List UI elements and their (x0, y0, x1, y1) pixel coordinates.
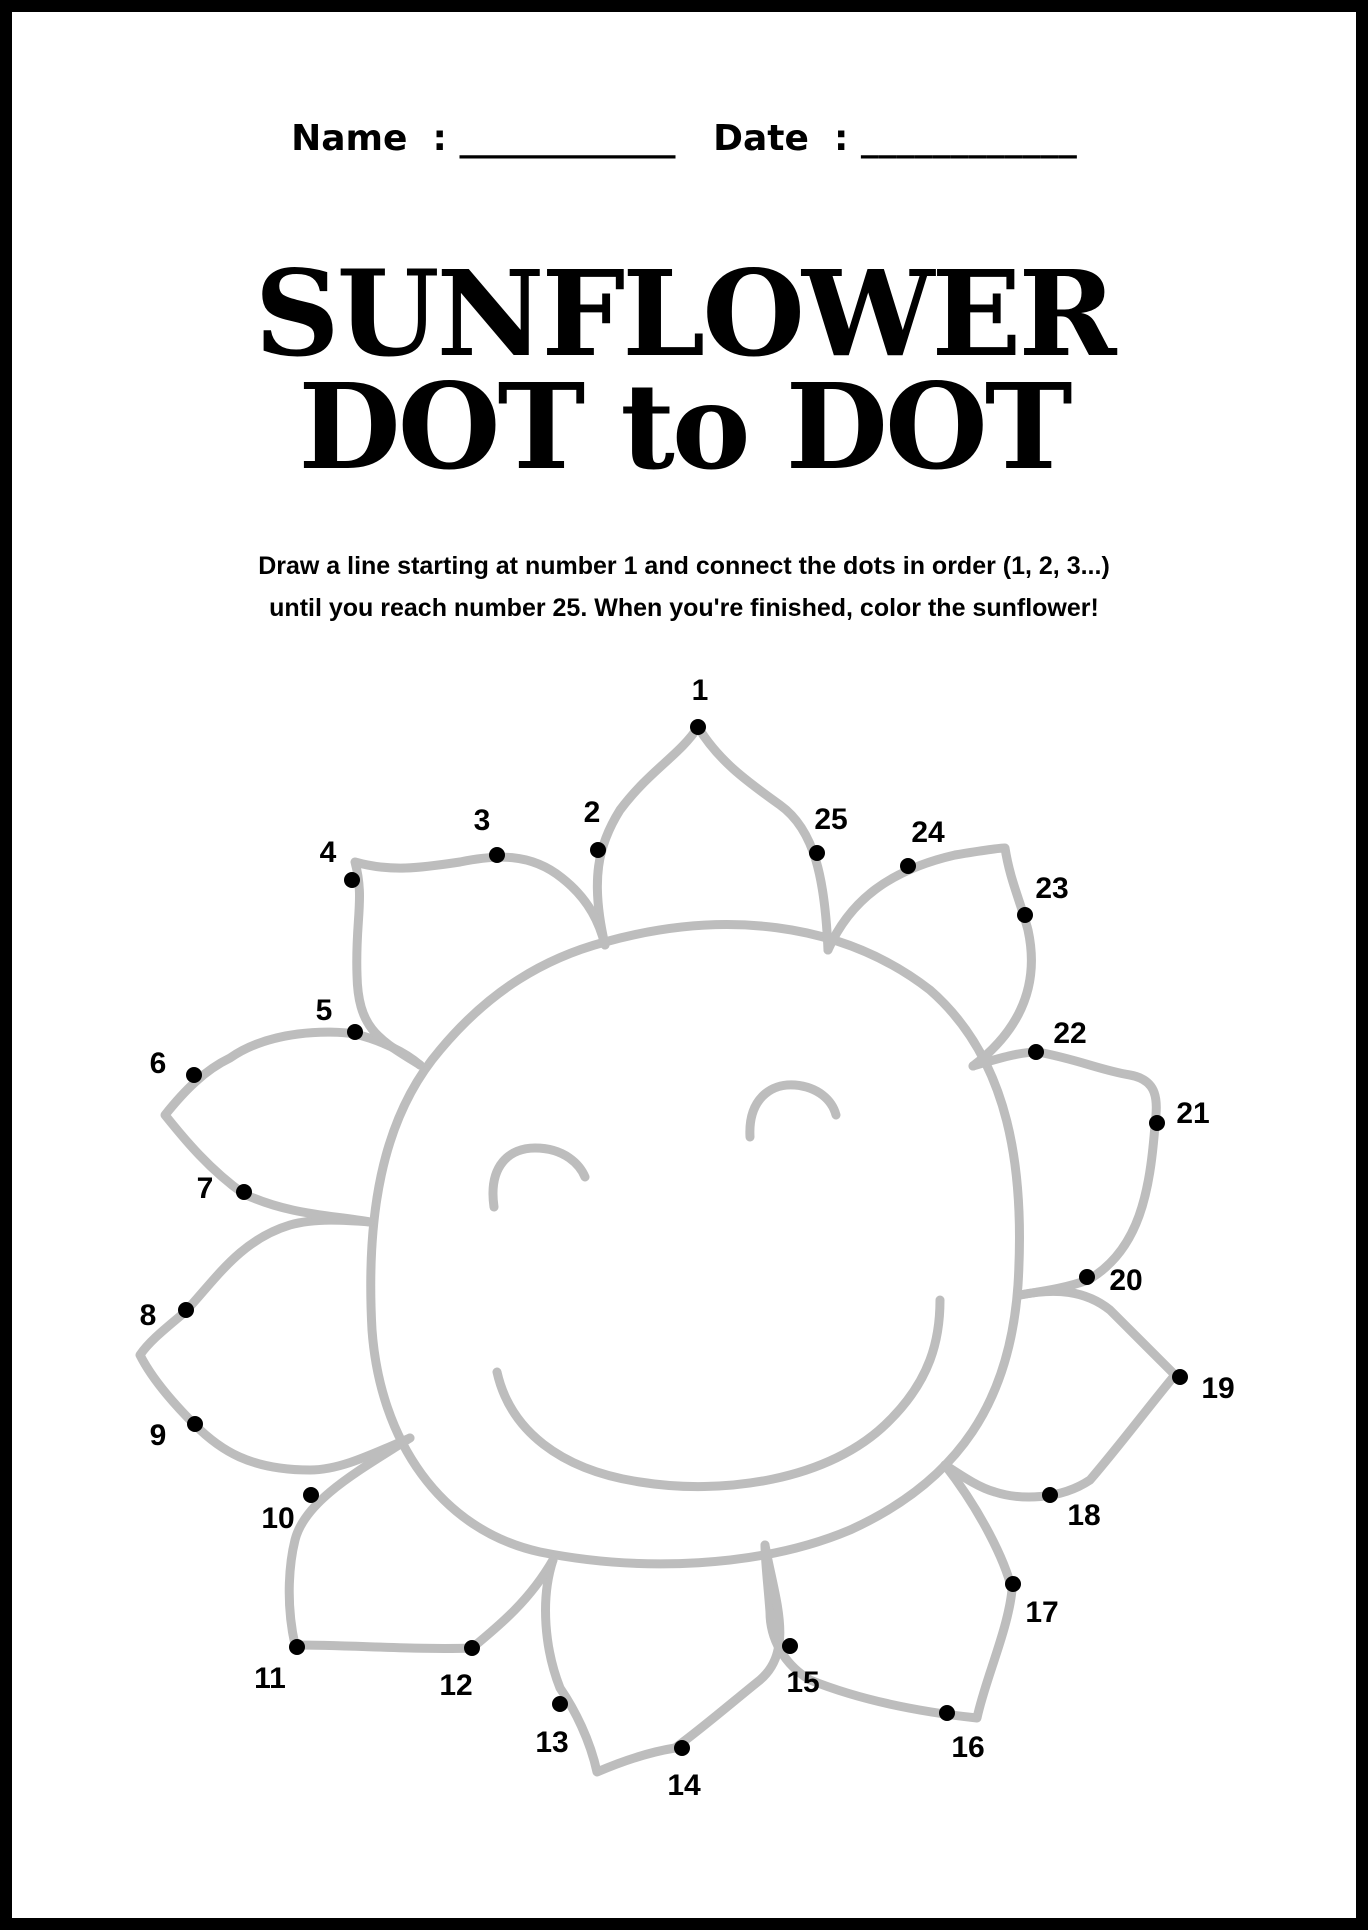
name-label: Name (291, 118, 408, 159)
petal-bottom (546, 1545, 780, 1772)
instructions-line-1: Draw a line starting at number 1 and connect the dots in order (1, 2, 3...) (258, 552, 1110, 580)
dot-number-12: 12 (439, 1669, 473, 1702)
dot-number-4: 4 (319, 836, 337, 869)
dot-number-22: 22 (1053, 1017, 1087, 1050)
dot-23 (1017, 907, 1033, 923)
dot-9 (187, 1416, 203, 1432)
name-separator: : (432, 118, 447, 159)
dot-number-19: 19 (1201, 1372, 1235, 1405)
dot-number-5: 5 (315, 994, 333, 1027)
petal-lower-right (945, 1291, 1175, 1497)
dot-12 (464, 1640, 480, 1656)
dot-number-14: 14 (667, 1769, 701, 1802)
dot-24 (900, 858, 916, 874)
right-eye (750, 1085, 836, 1137)
dot-16 (939, 1705, 955, 1721)
dot-20 (1079, 1269, 1095, 1285)
dot-number-6: 6 (149, 1047, 167, 1080)
dot-13 (552, 1696, 568, 1712)
dot-4 (344, 872, 360, 888)
dot-1 (690, 719, 706, 735)
dot-number-16: 16 (951, 1731, 985, 1764)
dot-number-2: 2 (583, 796, 601, 829)
dot-2 (590, 842, 606, 858)
dot-6 (186, 1067, 202, 1083)
dot-number-18: 18 (1067, 1499, 1101, 1532)
dot-14 (674, 1740, 690, 1756)
flower-face-outline (371, 925, 1020, 1564)
dot-number-7: 7 (196, 1172, 214, 1205)
dot-number-15: 15 (786, 1666, 820, 1699)
petal-top (597, 727, 828, 950)
dot-number-11: 11 (254, 1662, 286, 1695)
dot-number-8: 8 (139, 1299, 157, 1332)
dot-10 (303, 1487, 319, 1503)
dot-number-23: 23 (1035, 872, 1069, 905)
dot-22 (1028, 1044, 1044, 1060)
date-field[interactable]: ____________ (860, 118, 1077, 159)
dot-number-3: 3 (473, 804, 491, 837)
dot-number-13: 13 (535, 1726, 569, 1759)
left-eye (493, 1148, 585, 1207)
dot-number-21: 21 (1176, 1097, 1210, 1130)
dot-19 (1172, 1369, 1188, 1385)
name-field[interactable]: ____________ (459, 118, 676, 159)
dot-7 (236, 1184, 252, 1200)
petal-upper-right (828, 848, 1031, 1066)
dot-11 (289, 1639, 305, 1655)
dot-21 (1149, 1115, 1165, 1131)
dot-number-10: 10 (261, 1502, 295, 1535)
dot-5 (347, 1024, 363, 1040)
dot-number-9: 9 (149, 1419, 167, 1452)
smile (497, 1300, 940, 1487)
date-label: Date (713, 118, 809, 159)
dot-number-17: 17 (1025, 1596, 1059, 1629)
sunflower-outline (140, 727, 1175, 1772)
dot-8 (178, 1302, 194, 1318)
dot-15 (782, 1638, 798, 1654)
dot-number-24: 24 (911, 816, 945, 849)
dot-18 (1042, 1487, 1058, 1503)
dot-number-1: 1 (691, 674, 709, 707)
petal-upper-left (355, 857, 605, 1065)
title-line-1: SUNFLOWER (254, 244, 1114, 383)
dot-numbers (140, 674, 1235, 1802)
dot-3 (489, 847, 505, 863)
date-separator: : (833, 118, 849, 159)
dot-number-20: 20 (1109, 1264, 1143, 1297)
title-line-2: DOT to DOT (298, 357, 1070, 496)
instructions-line-2: until you reach number 25. When you're finished, color the sunflower! (269, 594, 1099, 622)
dot-number-25: 25 (814, 803, 848, 836)
dot-25 (809, 845, 825, 861)
dot-17 (1005, 1576, 1021, 1592)
